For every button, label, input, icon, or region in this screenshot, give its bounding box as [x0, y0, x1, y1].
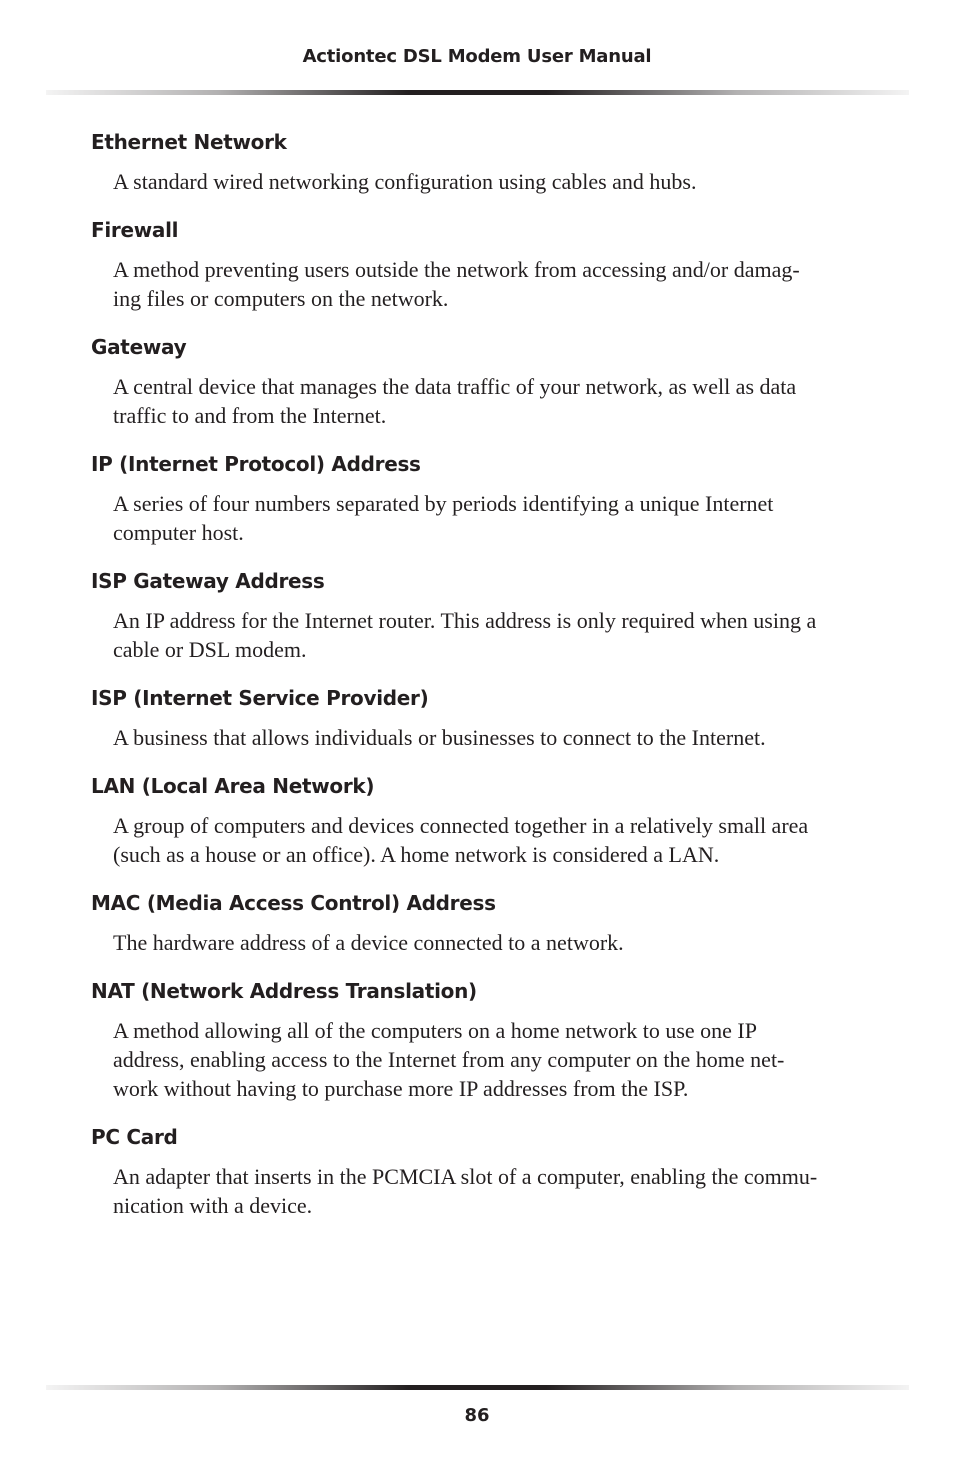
glossary-entry-pc-card [91, 1123, 871, 1220]
glossary-entry-gateway [91, 333, 871, 430]
term-definition [113, 489, 871, 547]
definition-line: A series of four numbers separated by periods identifying a unique Internet [113, 491, 774, 516]
term-title: Firewall [91, 218, 179, 242]
glossary-entry-firewall [91, 216, 871, 313]
term-title: LAN (Local Area Network) [91, 774, 375, 798]
term-title: ISP (Internet Service Provider) [91, 686, 429, 710]
definition-line: A central device that manages the data traffic of your network, as well as data [113, 374, 797, 399]
glossary-entry-lan [91, 772, 871, 869]
term-definition [113, 928, 871, 957]
header-rule [46, 90, 909, 95]
term-title: IP (Internet Protocol) Address [91, 452, 421, 476]
term-definition [113, 1016, 871, 1103]
term-definition [113, 372, 871, 430]
definition-line: A method preventing users outside the network from accessing and/or damag- [113, 257, 800, 282]
definition-line: work without having to purchase more IP addresses from the ISP. [113, 1076, 689, 1101]
term-definition [113, 167, 871, 196]
glossary-entry-nat [91, 977, 871, 1103]
definition-line: An IP address for the Internet router. This address is only required when using a [113, 608, 817, 633]
glossary-entry-mac-address [91, 889, 871, 957]
term-definition [113, 811, 871, 869]
definition-line: computer host. [113, 520, 244, 545]
term-definition [113, 723, 871, 752]
term-title: Ethernet Network [91, 130, 287, 154]
glossary-entry-isp [91, 684, 871, 752]
definition-line: A group of computers and devices connected together in a relatively small area [113, 813, 809, 838]
glossary-entry-isp-gateway-address [91, 567, 871, 664]
footer-rule [46, 1385, 909, 1390]
definition-line: A business that allows individuals or businesses to connect to the Internet. [113, 725, 766, 750]
term-title: PC Card [91, 1125, 178, 1149]
glossary-entry-ethernet-network [91, 128, 871, 196]
term-title: MAC (Media Access Control) Address [91, 891, 496, 915]
definition-line: address, enabling access to the Internet from any computer on the home net- [113, 1047, 785, 1072]
term-definition [113, 255, 871, 313]
definition-line: nication with a device. [113, 1193, 313, 1218]
definition-line: traffic to and from the Internet. [113, 403, 387, 428]
definition-line: A method allowing all of the computers on a home network to use one IP [113, 1018, 757, 1043]
term-title: ISP Gateway Address [91, 569, 325, 593]
term-definition [113, 606, 871, 664]
definition-line: (such as a house or an office). A home network is considered a LAN. [113, 842, 720, 867]
glossary-entry-ip-address [91, 450, 871, 547]
definition-line: An adapter that inserts in the PCMCIA slot of a computer, enabling the commu- [113, 1164, 818, 1189]
definition-line: A standard wired networking configuration using cables and hubs. [113, 169, 697, 194]
glossary-list [91, 128, 871, 1240]
page-number: 86 [464, 1405, 490, 1426]
definition-line: cable or DSL modem. [113, 637, 307, 662]
definition-line: ing files or computers on the network. [113, 286, 449, 311]
term-title: NAT (Network Address Translation) [91, 979, 477, 1003]
definition-line: The hardware address of a device connected to a network. [113, 930, 624, 955]
term-definition [113, 1162, 871, 1220]
term-title: Gateway [91, 335, 187, 359]
running-header: Actiontec DSL Modem User Manual [302, 46, 652, 67]
